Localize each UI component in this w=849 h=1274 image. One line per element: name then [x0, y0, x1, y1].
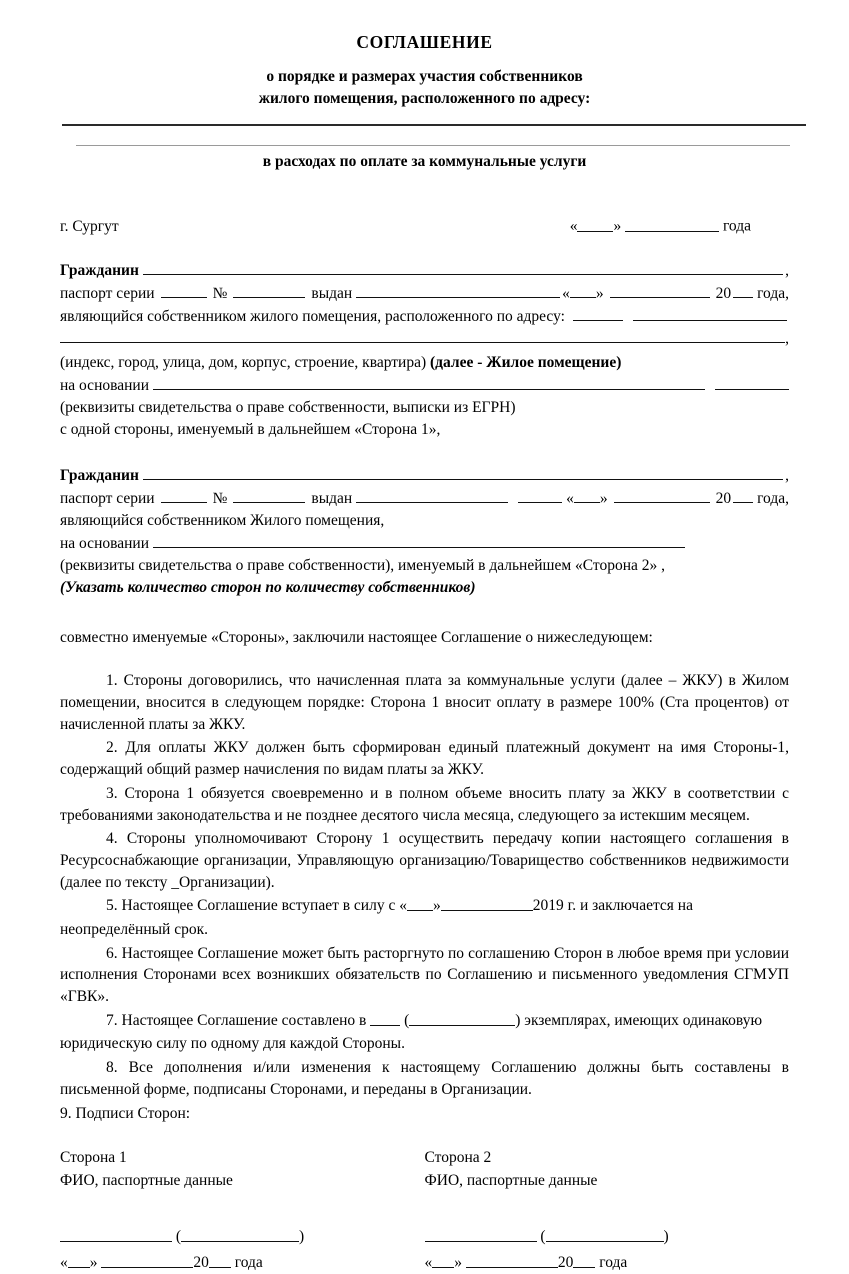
subtitle-line-3: в расходах по оплате за коммунальные услуги: [262, 153, 587, 170]
party-1-owner-label: являющийся собственником жилого помещения, расположенного по адресу:: [60, 307, 565, 325]
date-quote-open: «: [569, 217, 578, 235]
party-1-issued-by-blank[interactable]: [356, 282, 560, 298]
clause-7-paren-open: (: [404, 1011, 410, 1029]
party-1-basis-hint: (реквизиты свидетельства о праве собственности, выписки из ЕГРН): [60, 398, 516, 416]
address-blank-rule-1[interactable]: [62, 124, 806, 126]
clause-7-count-words-blank[interactable]: [409, 1010, 515, 1026]
signature-2-signature-blank[interactable]: [425, 1226, 537, 1242]
party-1-name-blank[interactable]: [143, 260, 783, 276]
signature-1-year-blank[interactable]: [209, 1252, 231, 1268]
party-1-address-full-rule-row: ,: [60, 328, 789, 348]
party-1-basis-label: на основании: [60, 376, 149, 394]
clause-5-tail: неопределённый срок.: [60, 920, 208, 938]
party-1-issue-month-blank[interactable]: [610, 282, 710, 298]
party-1-year-word: года,: [757, 285, 789, 303]
date-month-blank[interactable]: [625, 216, 719, 232]
party-1-basis-line: [60, 374, 789, 397]
party-1-name-line: Гражданин ,: [60, 260, 789, 283]
party-2-name-line: Гражданин ,: [60, 465, 789, 488]
signature-1-name-blank[interactable]: [181, 1226, 299, 1242]
signature-1-year-word: года: [234, 1253, 263, 1271]
party-1-address-blank-a[interactable]: [573, 305, 623, 321]
clause-5-day-blank[interactable]: [407, 896, 433, 912]
clause-8: 8. Все дополнения и/или изменения к настоящему Соглашению должны быть составлены в письменной форме, подписаны Сторонами, и переданы в Организации.: [60, 1059, 789, 1098]
party-1-basis-blank[interactable]: [153, 374, 705, 390]
signature-2-lines: [425, 1226, 790, 1274]
date-year-word: года: [722, 217, 751, 235]
signature-1-paren-open: (: [175, 1228, 182, 1246]
party-1-passport-series-blank[interactable]: [161, 282, 207, 298]
signature-columns: [60, 1147, 789, 1274]
party-1-heading: Гражданин: [60, 262, 139, 280]
party-1-number-sign: №: [212, 285, 228, 303]
city-label: г. Сургут: [60, 217, 119, 235]
subtitle-line-1: о порядке и размерах участия собственников: [266, 68, 583, 85]
signature-1-sign-row: [60, 1226, 425, 1248]
signatures-heading: 9. Подписи Сторон:: [60, 1105, 191, 1123]
party-1-basis-blank-b[interactable]: [715, 374, 789, 390]
clause-7-prefix: 7. Настоящее Соглашение составлено в: [106, 1011, 367, 1029]
signature-2-quote-close: »: [454, 1253, 462, 1271]
subtitle-line-2: жилого помещения, расположенного по адресу:: [258, 90, 591, 107]
party-1-address-full-rule[interactable]: [60, 328, 785, 343]
clause-1: 1. Стороны договорились, что начисленная плата за коммунальные услуги (далее – ЖКУ) в Жилом помещении, вносится в следующем порядке: Сторона 1 вносит оплату в размере 100% (Ста процентов) от начисленной платы за ЖКУ.: [60, 672, 789, 733]
party-2-passport-number-blank[interactable]: [233, 487, 305, 503]
signature-1-side: Сторона 1: [60, 1149, 127, 1167]
signature-2-side: Сторона 2: [424, 1149, 492, 1167]
signature-1-signature-blank[interactable]: [60, 1226, 172, 1242]
party-1-block: [60, 260, 789, 441]
clause-4: 4. Стороны уполномочивают Сторону 1 осуществить передачу копии настоящего соглашения в Ресурсоснабжающие организации, Управляющую организацию/Товарищество собственников недвижимости (далее по тексту _Организации).: [60, 830, 789, 891]
agreement-intro: совместно именуемые «Стороны», заключили настоящее Соглашение о нижеследующем:: [60, 628, 653, 646]
signature-1-details: ФИО, паспортные данные: [60, 1171, 233, 1189]
party-2-issue-day-blank[interactable]: [574, 487, 600, 503]
signature-2-sign-row: [425, 1226, 790, 1248]
clauses-section: [60, 670, 789, 1125]
party-2-basis-hint: (реквизиты свидетельства о праве собственности), именуемый в дальнейшем «Сторона 2» ,: [60, 556, 666, 574]
party-2-year-word: года,: [757, 489, 789, 507]
signature-2-year-blank[interactable]: [573, 1252, 595, 1268]
clause-5-quote-open: «: [399, 897, 407, 915]
party-2-passport-label: паспорт серии: [60, 489, 155, 507]
party-2-issued-by-blank-b[interactable]: [518, 487, 562, 503]
signature-column-1: [60, 1147, 425, 1274]
party-2-passport-series-blank[interactable]: [161, 487, 207, 503]
party-2-issued-label: выдан: [311, 489, 353, 507]
signature-2-paren-close: ): [663, 1228, 669, 1246]
clause-7-mid: ) экземплярах, имеющих одинаковую: [515, 1011, 763, 1029]
clause-2: 2. Для оплаты ЖКУ должен быть сформирован единый платежный документ на имя Стороны-1, содержащий общий размер начисления по видам платы за ЖКУ.: [60, 739, 789, 779]
document-subtitle: [60, 66, 789, 110]
party-2-number-sign: №: [212, 489, 228, 507]
party-1-address-hint-text: (индекс, город, улица, дом, корпус, строение, квартира): [60, 353, 430, 371]
party-2-passport-line: паспорт серии № выдан « » 20 года,: [60, 487, 789, 510]
signature-column-2: [425, 1147, 790, 1274]
party-2-basis-line: [60, 532, 789, 555]
signature-1-day-blank[interactable]: [68, 1252, 90, 1268]
clause-5-month-blank[interactable]: [441, 896, 533, 912]
date-day-blank[interactable]: [577, 216, 613, 232]
party-1-passport-line: паспорт серии № выдан « » 20 года,: [60, 282, 789, 305]
signature-1-paren-close: ): [299, 1228, 305, 1246]
party-2-year-prefix: 20: [715, 489, 732, 507]
party-2-owner-line: являющийся собственником Жилого помещения,: [60, 511, 385, 529]
party-2-issued-by-blank[interactable]: [356, 487, 508, 503]
party-1-owner-line: [60, 305, 789, 328]
signature-2-year-prefix: 20: [557, 1253, 574, 1271]
signature-1-date-row: [60, 1252, 425, 1274]
party-1-issue-year-blank[interactable]: [733, 282, 753, 298]
city-date-row: [60, 216, 789, 236]
signature-2-details: ФИО, паспортные данные: [424, 1171, 598, 1189]
page-title: СОГЛАШЕНИЕ: [356, 32, 493, 52]
signature-2-month-blank[interactable]: [466, 1252, 558, 1268]
signature-1-month-blank[interactable]: [101, 1252, 193, 1268]
clause-6: 6. Настоящее Соглашение может быть расторгнуто по соглашению Сторон в любое время при условии исполнения Сторонами всех возникших обязательств по Соглашению и письменного уведомления СГМУП «ГВК».: [60, 944, 789, 1005]
signature-2-year-word: года: [599, 1253, 628, 1271]
party-2-issue-year-blank[interactable]: [733, 487, 753, 503]
signature-1-lines: [60, 1226, 425, 1274]
party-2-name-blank[interactable]: [143, 465, 783, 481]
signature-2-paren-open: (: [540, 1228, 546, 1246]
clause-5-suffix: и заключается на: [579, 897, 693, 915]
clause-7-count-digits-blank[interactable]: [370, 1010, 400, 1026]
document-date-field[interactable]: [570, 216, 789, 236]
signature-2-day-blank[interactable]: [432, 1252, 454, 1268]
party-1-address-hint-bold: (далее - Жилое помещение): [429, 353, 622, 371]
clause-5-prefix: 5. Настоящее Соглашение вступает в силу с: [106, 897, 396, 915]
party-2-basis-blank[interactable]: [153, 532, 685, 548]
party-1-issue-day-blank[interactable]: [570, 282, 596, 298]
clause-7: [60, 1010, 789, 1032]
party-1-side-label: с одной стороны, именуемый в дальнейшем «Сторона 1»,: [60, 420, 441, 438]
party-1-passport-number-blank[interactable]: [233, 282, 305, 298]
party-1-passport-label: паспорт серии: [60, 285, 155, 303]
party-2-issue-month-blank[interactable]: [614, 487, 710, 503]
party-2-basis-label: на основании: [60, 534, 149, 552]
party-2-heading: Гражданин: [60, 467, 139, 485]
party-2-note: (Указать количество сторон по количеству собственников): [60, 578, 476, 596]
address-blank-rule-2[interactable]: [76, 145, 790, 146]
signature-1-quote-close: »: [89, 1253, 98, 1271]
clause-7-tail: юридическую силу по одному для каждой Стороны.: [60, 1035, 405, 1053]
party-1-address-hint: [60, 352, 789, 374]
signature-2-name-blank[interactable]: [546, 1226, 664, 1242]
signature-2-date-row: [425, 1252, 790, 1274]
party-2-block: [60, 465, 789, 599]
address-blank-rules: [60, 124, 789, 146]
signature-2-quote-open: «: [424, 1253, 433, 1271]
date-quote-close: »: [613, 217, 622, 235]
party-1-issued-label: выдан: [311, 285, 353, 303]
party-1-year-prefix: 20: [715, 285, 732, 303]
clause-3: 3. Сторона 1 обязуется своевременно и в полном объеме вносить плату за ЖКУ в соответствии с требованиями законодательства и не позднее десятого числа месяца, следующего за истекшим месяцем.: [60, 784, 789, 824]
clause-5-year: 2019 г.: [532, 897, 577, 915]
signature-1-year-prefix: 20: [193, 1253, 209, 1271]
signature-1-quote-open: «: [60, 1253, 68, 1271]
clause-5-quote-close: »: [432, 897, 441, 915]
clause-5: [60, 895, 789, 917]
party-1-address-blank-b[interactable]: [633, 305, 787, 321]
